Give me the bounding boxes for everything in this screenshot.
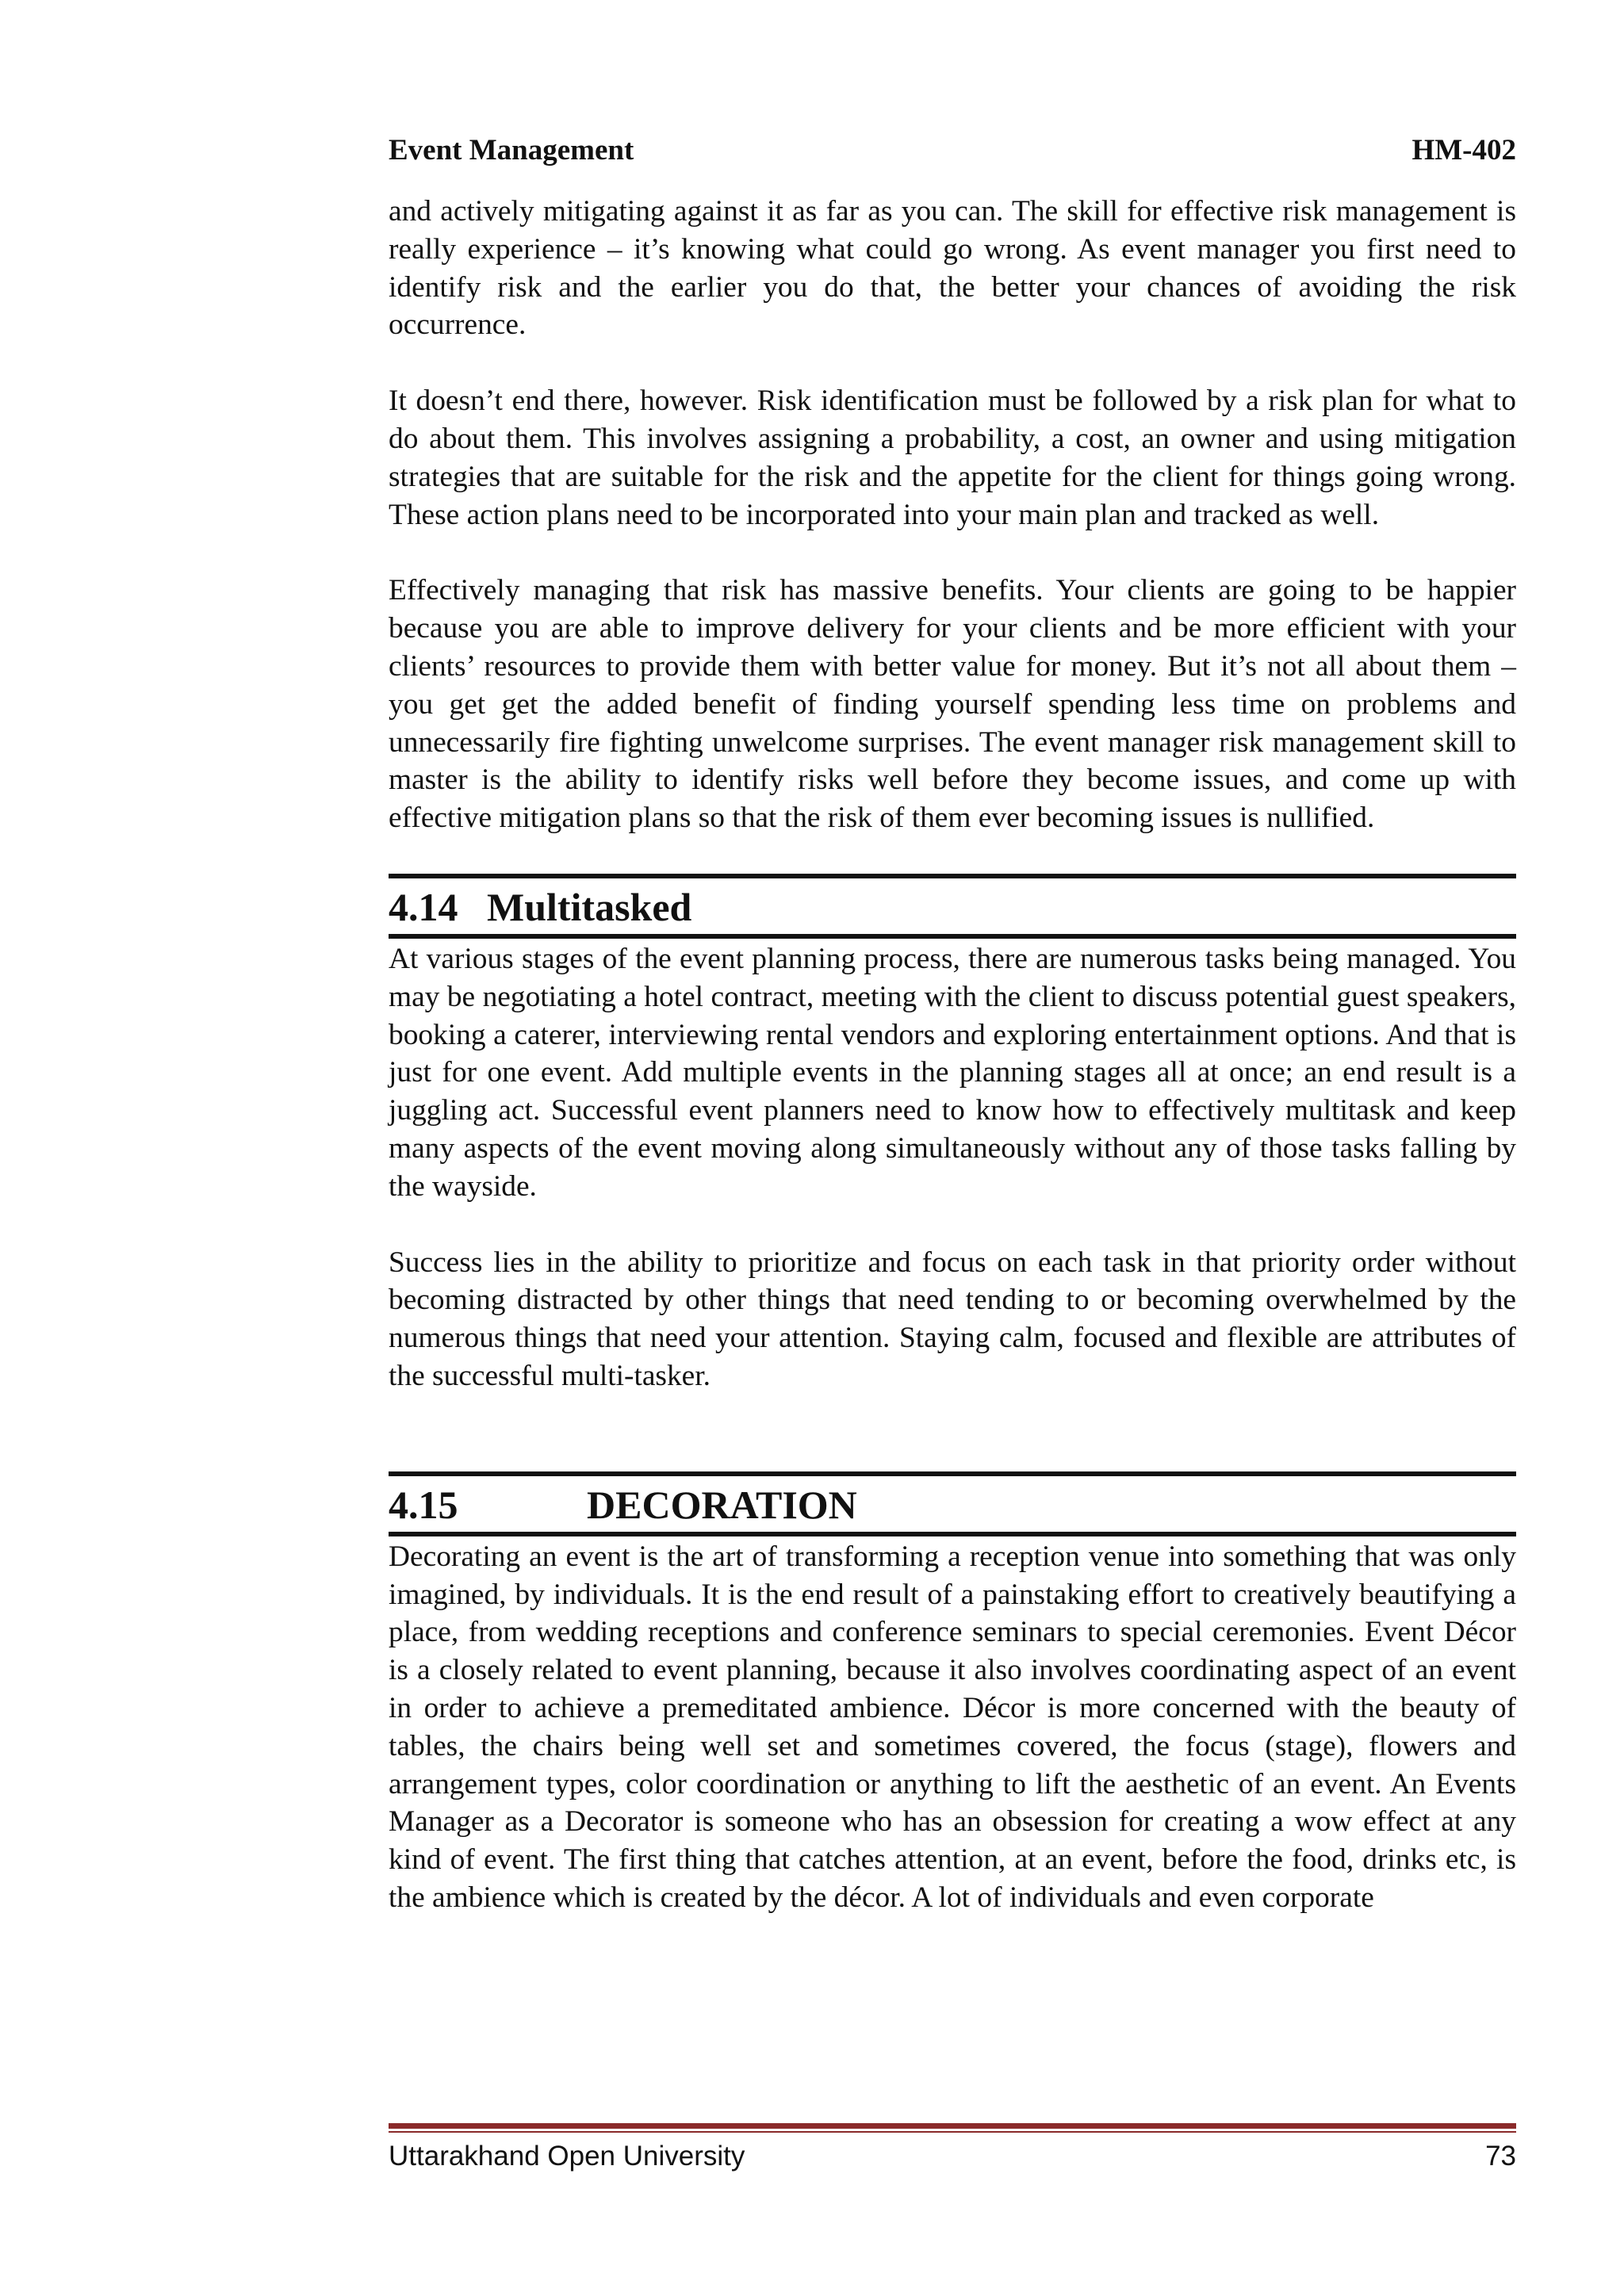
section-4-14 <box>389 874 1516 1395</box>
heading-rule-bottom <box>389 1532 1516 1536</box>
header-course-title: Event Management <box>389 134 634 166</box>
page-footer <box>389 2139 1516 2174</box>
section-title: Multitasked <box>487 884 692 929</box>
section-4-15 <box>389 1471 1516 1917</box>
paragraph: Decorating an event is the art of transforming a reception venue into something that was only imagined, by individuals. It is the end result of a painstaking effort to creatively beautifying a place, from wedding receptions and conference seminars to special ceremonies. Event Décor is a closely related to event planning, because it also involves coordinating aspect of an event in order to achieve a premeditated ambience. Décor is more concerned with the beauty of tables, the chairs being well set and sometimes covered, the focus (stage), flowers and arrangement types, color coordination or anything to lift the aesthetic of an event. An Events Manager as a Decorator is someone who has an obsession for creating a wow effect at any kind of event. The first thing that catches attention, at an event, before the food, drinks etc, is the ambience which is created by the décor. A lot of individuals and even corporate <box>389 1540 1516 1914</box>
section-title: DECORATION <box>587 1482 857 1527</box>
section-number: 4.14 <box>389 884 458 929</box>
paragraph: It doesn’t end there, however. Risk identification must be followed by a risk plan for what to do about them. This involves assigning a probability, a cost, an owner and using mitigation strategies that are suitable for the risk and the appetite for the client for things going wrong. These action plans need to be incorporated into your main plan and tracked as well. <box>389 385 1516 531</box>
document-page <box>389 0 1516 2296</box>
section-number: 4.15 <box>389 1482 458 1527</box>
heading-rule-bottom <box>389 934 1516 939</box>
footer-rule <box>389 2123 1516 2129</box>
paragraph: At various stages of the event planning process, there are numerous tasks being managed. You may be negotiating a hotel contract, meeting with the client to discuss potential guest speakers, booking a caterer, interviewing rental vendors and exploring entertainment options. And that is just for one event. Add multiple events in the planning stages all at once; an end result is a juggling act. Successful event planners need to know how to effectively multitask and keep many aspects of the event moving along simultaneously without any of those tasks falling by the wayside. <box>389 942 1516 1203</box>
paragraph: Success lies in the ability to prioritize and focus on each task in that priority order without becoming distracted by other things that need tending to or becoming overwhelmed by the numerous things that need your attention. Staying calm, focused and flexible are attributes of the successful multi-tasker. <box>389 1246 1516 1392</box>
section-heading <box>389 878 1516 934</box>
running-header <box>389 133 1516 168</box>
footer-rule-thin <box>389 2131 1516 2133</box>
paragraph: and actively mitigating against it as far as you can. The skill for effective risk management is really experience – it’s knowing what could go wrong. As event manager you first need to identify risk and the earlier you do that, the better your chances of avoiding the risk occurrence. <box>389 195 1516 342</box>
paragraph: Effectively managing that risk has massive benefits. Your clients are going to be happier because you are able to improve delivery for your clients and be more efficient with your clients’ resources to provide them with better value for money. But it’s not all about them – you get get the added benefit of finding yourself spending less time on problems and unnecessarily fire fighting unwelcome surprises. The event manager risk management skill to master is the ability to identify risks well before they become issues, and come up with effective mitigation plans so that the risk of them ever becoming issues is nullified. <box>389 574 1516 835</box>
page-number: 73 <box>1485 2141 1516 2172</box>
footer-university: Uttarakhand Open University <box>389 2141 745 2172</box>
page-content <box>389 193 1516 1917</box>
section-heading <box>389 1476 1516 1532</box>
header-course-code: HM-402 <box>1411 134 1516 166</box>
